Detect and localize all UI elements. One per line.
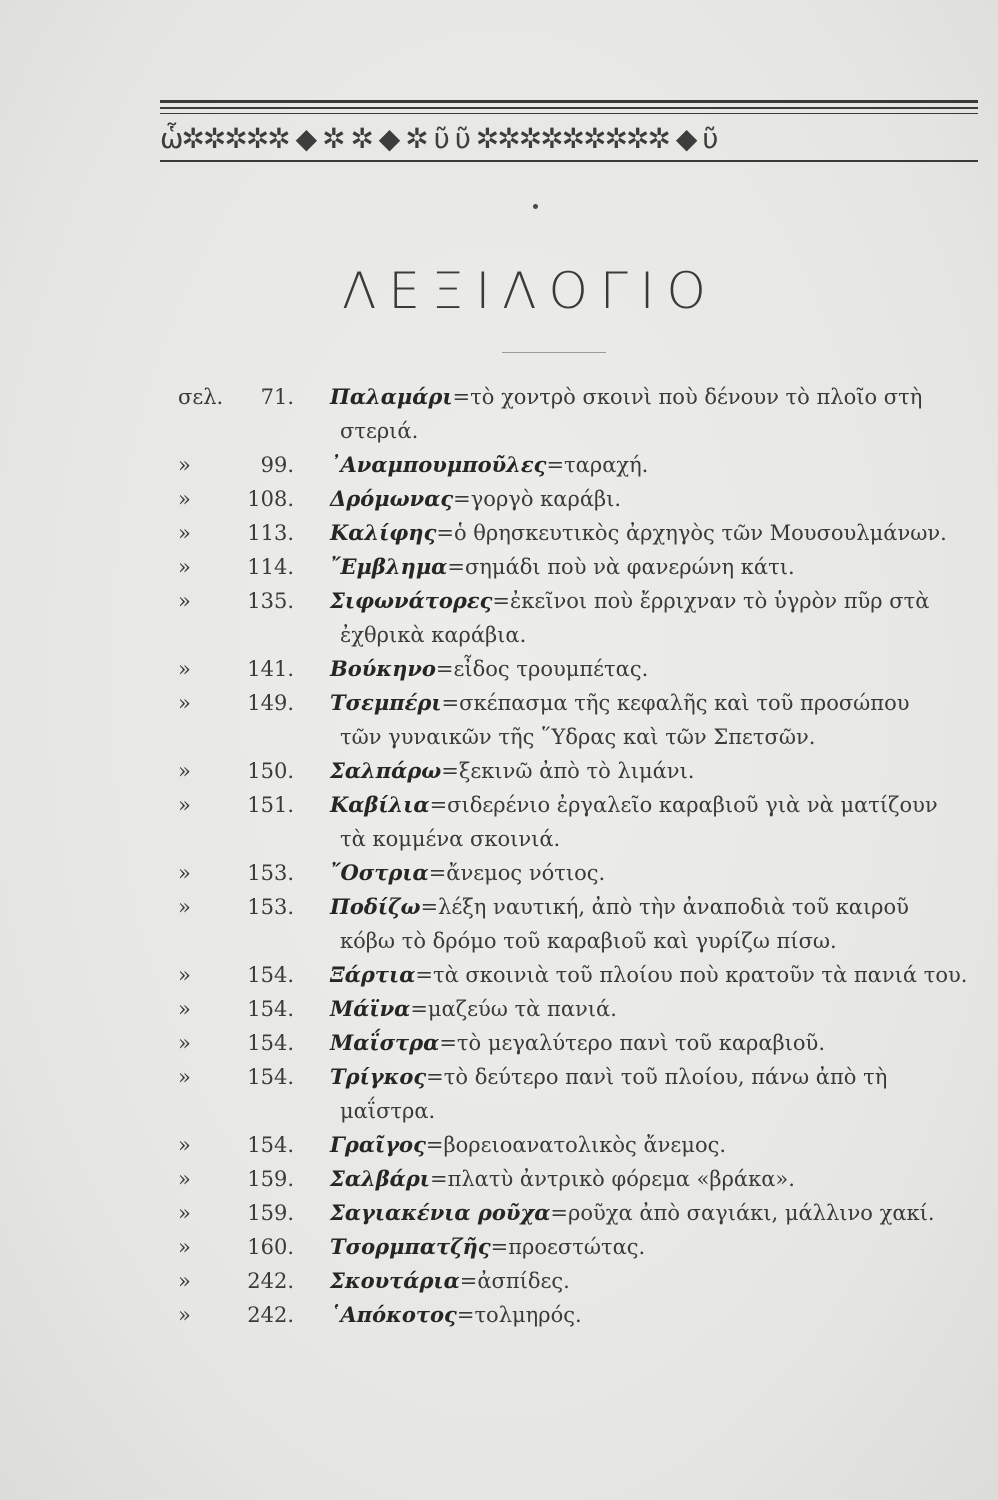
entry-text <box>330 788 980 822</box>
entry-term: Σιφωνάτορες <box>330 588 493 613</box>
entry-term: Καλίφης <box>330 520 437 545</box>
entry-page-prefix: » <box>178 1031 191 1055</box>
entry-definition: =λέξη ναυτική, ἀπὸ τὴν ἀναποδιὰ τοῦ καιροῦ <box>420 895 909 919</box>
ornamental-header-band <box>160 98 978 168</box>
entry-continuation: τὰ κομμένα σκοινιά. <box>340 827 561 851</box>
entry-term: Τρίγκος <box>330 1064 427 1089</box>
entry-page-prefix: » <box>178 1269 191 1293</box>
entry-text <box>330 992 980 1026</box>
entry-continuation: μαΐστρα. <box>340 1099 436 1123</box>
entry-line <box>0 754 998 788</box>
entry-continuation-line <box>0 618 998 652</box>
entry-text <box>330 516 980 550</box>
entry-text <box>330 380 980 414</box>
entry-page-prefix: » <box>178 657 191 681</box>
entry-page-number: 154. <box>247 1133 294 1157</box>
entry-definition: =τὸ μεγαλύτερο πανὶ τοῦ καραβιοῦ. <box>439 1031 825 1055</box>
entry-text <box>330 686 980 720</box>
entry-page-prefix: » <box>178 1065 191 1089</box>
glossary-entry <box>0 890 998 958</box>
glossary-entry <box>0 1162 998 1196</box>
header-rule-third <box>160 113 978 114</box>
entry-definition: =ἀσπίδες. <box>459 1269 570 1293</box>
entry-definition: =τὸ δεύτερο πανὶ τοῦ πλοίου, πάνω ἀπὸ τὴ <box>426 1065 888 1089</box>
entry-line <box>0 1128 998 1162</box>
entry-text <box>330 550 980 584</box>
entry-page-number: 242. <box>247 1269 294 1293</box>
page-title: ΛΕΞΙΛΟΓΙΟ <box>342 262 718 320</box>
decorative-dot <box>533 204 538 209</box>
entry-page-number: 154. <box>247 963 294 987</box>
entry-page-number: 113. <box>247 521 294 545</box>
entry-line <box>0 1230 998 1264</box>
entry-continuation-line <box>0 1094 998 1128</box>
glossary-entry <box>0 1128 998 1162</box>
entry-page-number: 154. <box>247 1065 294 1089</box>
entry-page-prefix: » <box>178 1133 191 1157</box>
glossary-entry <box>0 448 998 482</box>
entry-term: Σαλπάρω <box>330 758 442 783</box>
entry-term: ῾Απόκοτος <box>330 1302 457 1327</box>
entry-page-number: 242. <box>247 1303 294 1327</box>
entry-page-number: 151. <box>247 793 294 817</box>
entry-line <box>0 958 998 992</box>
entry-page-number: 153. <box>247 861 294 885</box>
entry-definition: =ὁ θρησκευτικὸς ἀρχηγὸς τῶν Μουσουλμάνων. <box>436 521 947 545</box>
glossary-entry <box>0 1196 998 1230</box>
entry-term: Σαγιακένια ροῦχα <box>330 1200 551 1225</box>
entry-term: Σκουτάρια <box>330 1268 460 1293</box>
entry-continuation-line <box>0 822 998 856</box>
entry-page-prefix: » <box>178 1303 191 1327</box>
entry-definition: =πλατὺ ἀντρικὸ φόρεμα «βράκα». <box>429 1167 795 1191</box>
header-rule-bottom <box>160 160 978 162</box>
entry-definition: =τὰ σκοινιὰ τοῦ πλοίου ποὺ κρατοῦν τὰ πανιά του. <box>415 963 968 987</box>
glossary-entry <box>0 1264 998 1298</box>
entry-page-number: 141. <box>247 657 294 681</box>
entry-line <box>0 1162 998 1196</box>
glossary-entry <box>0 754 998 788</box>
entry-term: ῎Οστρια <box>330 860 429 885</box>
entry-term: Σαλβάρι <box>330 1166 430 1191</box>
entry-text <box>330 1264 980 1298</box>
glossary-entry <box>0 550 998 584</box>
entry-page-number: 160. <box>247 1235 294 1259</box>
entry-page-number: 159. <box>247 1167 294 1191</box>
entry-page-number: 154. <box>247 997 294 1021</box>
entry-term: Τσεμπέρι <box>330 690 442 715</box>
entry-definition: =τὸ χοντρὸ σκοινὶ ποὺ δένουν τὸ πλοῖο στὴ <box>452 385 923 409</box>
glossary-entry <box>0 1026 998 1060</box>
entry-line <box>0 1298 998 1332</box>
entry-page-prefix: » <box>178 453 191 477</box>
entry-page-prefix: » <box>178 997 191 1021</box>
entry-page-prefix: » <box>178 691 191 715</box>
entry-line <box>0 550 998 584</box>
glossary-entry <box>0 482 998 516</box>
entry-term: Μαΐστρα <box>330 1030 440 1055</box>
entry-text <box>330 1128 980 1162</box>
entry-page-prefix: » <box>178 895 191 919</box>
entry-definition: =εἶδος τρουμπέτας. <box>435 657 649 681</box>
glossary-entry <box>0 992 998 1026</box>
entry-line <box>0 1196 998 1230</box>
glossary-entry <box>0 516 998 550</box>
glossary-entry <box>0 856 998 890</box>
entry-line <box>0 856 998 890</box>
entry-page-prefix: » <box>178 793 191 817</box>
entry-continuation: τῶν γυναικῶν τῆς ῞Υδρας καὶ τῶν Σπετσῶν. <box>340 725 816 749</box>
entry-definition: =σιδερένιο ἐργαλεῖο καραβιοῦ γιὰ νὰ ματίζουν <box>429 793 938 817</box>
entry-continuation-line <box>0 924 998 958</box>
ornament-pattern: ὧ✲✲✲✲✲ ◆ ✲ ✲ ◆ ✲ ῦ ῦ ✲✲✲✲✲✲✲✲✲ ◆ ῦ <box>160 121 717 155</box>
glossary-list <box>0 380 998 1332</box>
entry-text <box>330 482 980 516</box>
entry-page-number: 150. <box>247 759 294 783</box>
entry-page-number: 114. <box>247 555 294 579</box>
entry-definition: =προεστώτας. <box>490 1235 646 1259</box>
entry-text <box>330 1060 980 1094</box>
entry-text <box>330 958 980 992</box>
entry-line <box>0 992 998 1026</box>
entry-text <box>330 1196 980 1230</box>
entry-line <box>0 516 998 550</box>
entry-term: Βούκηνο <box>330 656 436 681</box>
entry-text <box>330 890 980 924</box>
entry-term: Ξάρτια <box>330 962 416 987</box>
entry-definition: =σημάδι ποὺ νὰ φανερώνη κάτι. <box>447 555 795 579</box>
entry-page-prefix: » <box>178 589 191 613</box>
glossary-entry <box>0 1298 998 1332</box>
entry-text <box>330 448 980 482</box>
entry-line <box>0 482 998 516</box>
entry-term: Γραῖγος <box>330 1132 426 1157</box>
entry-line <box>0 1060 998 1094</box>
entry-line <box>0 890 998 924</box>
entry-term: Τσορμπατζῆς <box>330 1234 491 1259</box>
entry-definition: =βορειοανατολικὸς ἄνεμος. <box>425 1133 727 1157</box>
entry-page-number: 149. <box>247 691 294 715</box>
glossary-entry <box>0 584 998 652</box>
entry-term: Μάϊνα <box>330 996 411 1021</box>
entry-page-number: 135. <box>247 589 294 613</box>
entry-term: Παλαμάρι <box>330 384 453 409</box>
entry-definition: =ξεκινῶ ἀπὸ τὸ λιμάνι. <box>441 759 695 783</box>
entry-definition: =ροῦχα ἀπὸ σαγιάκι, μάλλινο χακί. <box>550 1201 935 1225</box>
glossary-entry <box>0 788 998 856</box>
entry-definition: =ταραχή. <box>546 453 649 477</box>
entry-text <box>330 856 980 890</box>
glossary-entry <box>0 380 998 448</box>
entry-page-number: 99. <box>260 453 294 477</box>
entry-term: ῎Εμβλημα <box>330 554 448 579</box>
entry-term: Ποδίζω <box>330 894 421 919</box>
entry-page-prefix: » <box>178 963 191 987</box>
glossary-entry <box>0 686 998 754</box>
entry-line <box>0 1264 998 1298</box>
entry-definition: =τολμηρός. <box>456 1303 582 1327</box>
entry-definition: =μαζεύω τὰ πανιά. <box>410 997 617 1021</box>
entry-definition: =γοργὸ καράβι. <box>453 487 622 511</box>
entry-line <box>0 448 998 482</box>
entry-line <box>0 686 998 720</box>
entry-continuation: στεριά. <box>340 419 419 443</box>
entry-page-number: 71. <box>260 385 294 409</box>
entry-page-prefix: » <box>178 555 191 579</box>
entry-line <box>0 380 998 414</box>
entry-page-number: 153. <box>247 895 294 919</box>
entry-definition: =ἄνεμος νότιος. <box>428 861 606 885</box>
entry-page-prefix: σελ. <box>178 385 224 409</box>
entry-text <box>330 1230 980 1264</box>
entry-line <box>0 584 998 618</box>
title-underline <box>502 352 606 353</box>
entry-page-prefix: » <box>178 759 191 783</box>
entry-page-prefix: » <box>178 1167 191 1191</box>
entry-term: Δρόμωνας <box>330 486 454 511</box>
glossary-entry <box>0 958 998 992</box>
entry-line <box>0 652 998 686</box>
entry-continuation-line <box>0 414 998 448</box>
entry-line <box>0 788 998 822</box>
entry-continuation: ἐχθρικὰ καράβια. <box>340 623 527 647</box>
glossary-entry <box>0 1060 998 1128</box>
entry-text <box>330 584 980 618</box>
entry-text <box>330 652 980 686</box>
entry-page-prefix: » <box>178 521 191 545</box>
entry-continuation-line <box>0 720 998 754</box>
entry-definition: =ἐκεῖνοι ποὺ ἔρριχναν τὸ ὑγρὸν πῦρ στὰ <box>492 589 930 613</box>
entry-page-number: 159. <box>247 1201 294 1225</box>
entry-line <box>0 1026 998 1060</box>
entry-text <box>330 1162 980 1196</box>
entry-page-prefix: » <box>178 1235 191 1259</box>
entry-page-prefix: » <box>178 1201 191 1225</box>
entry-page-prefix: » <box>178 861 191 885</box>
entry-definition: =σκέπασμα τῆς κεφαλῆς καὶ τοῦ προσώπου <box>441 691 910 715</box>
glossary-entry <box>0 1230 998 1264</box>
entry-term: ᾿Αναμπουμποῦλες <box>330 452 547 477</box>
entry-term: Καβίλια <box>330 792 430 817</box>
entry-page-number: 154. <box>247 1031 294 1055</box>
entry-text <box>330 1026 980 1060</box>
entry-continuation: κόβω τὸ δρόμο τοῦ καραβιοῦ καὶ γυρίζω πίσω. <box>340 929 837 953</box>
header-rule-second <box>160 107 978 109</box>
entry-page-prefix: » <box>178 487 191 511</box>
header-rule-top <box>160 100 978 103</box>
glossary-entry <box>0 652 998 686</box>
entry-text <box>330 754 980 788</box>
entry-page-number: 108. <box>247 487 294 511</box>
entry-text <box>330 1298 980 1332</box>
